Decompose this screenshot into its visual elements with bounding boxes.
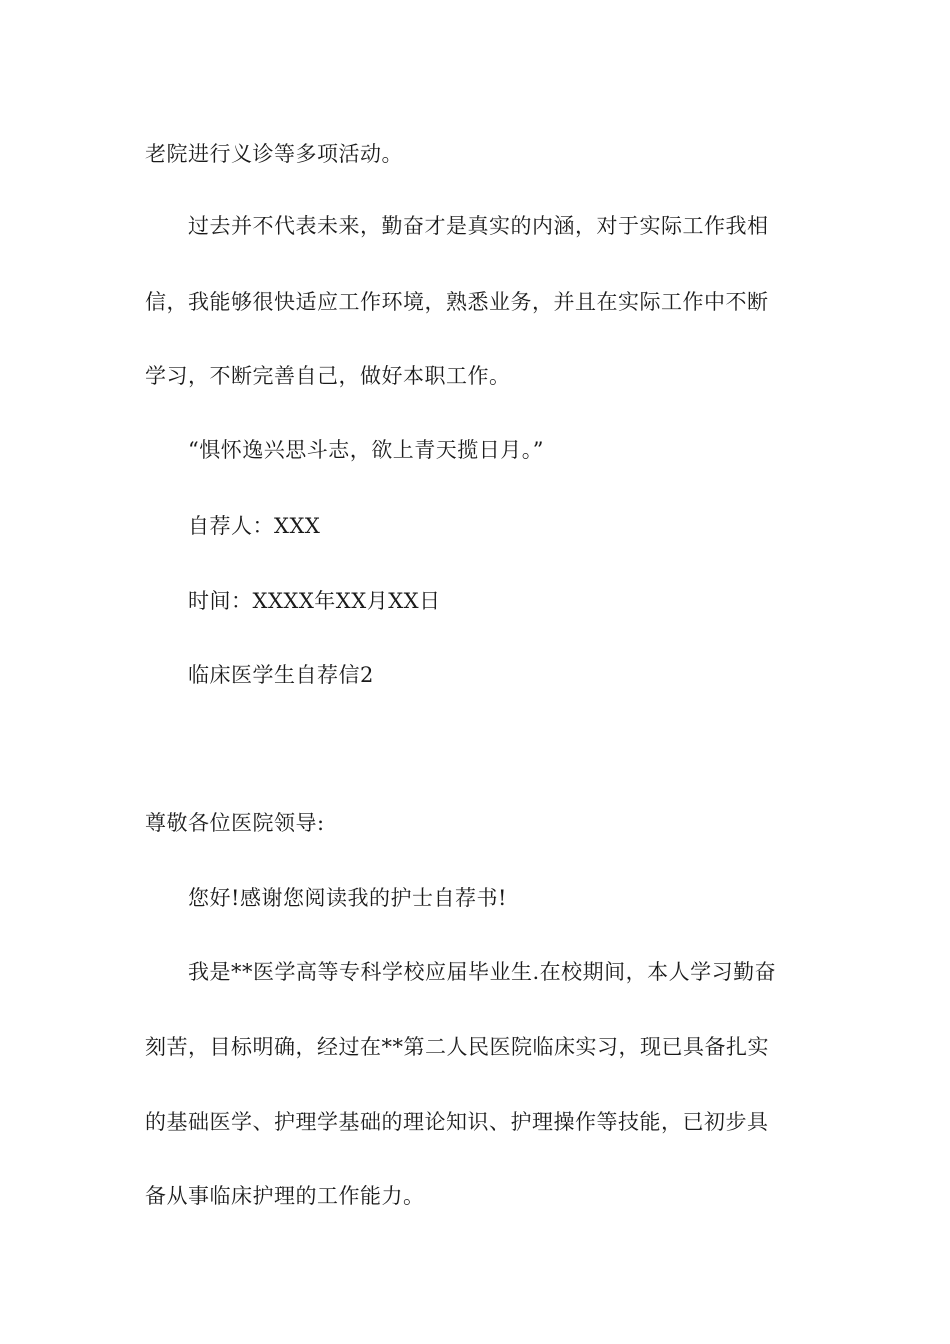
paragraph-line: 信，我能够很快适应工作环境，熟悉业务，并且在实际工作中不断 <box>145 290 769 314</box>
salutation: 尊敬各位医院领导: <box>145 811 325 835</box>
paragraph-line: 备从事临床护理的工作能力。 <box>145 1184 425 1208</box>
date-line: 时间：XXXX年XX月XX日 <box>188 589 441 613</box>
paragraph-line: 学习，不断完善自己，做好本职工作。 <box>145 364 511 388</box>
paragraph-line: 过去并不代表未来，勤奋才是真实的内涵，对于实际工作我相 <box>188 214 769 238</box>
paragraph-line: 我是**医学高等专科学校应届毕业生.在校期间，本人学习勤奋 <box>188 960 777 984</box>
paragraph-line: 的基础医学、护理学基础的理论知识、护理操作等技能，已初步具 <box>145 1110 769 1134</box>
quote-line: “惧怀逸兴思斗志，欲上青天揽日月。” <box>188 438 544 462</box>
section-title: 临床医学生自荐信2 <box>188 663 374 687</box>
signature-line: 自荐人：XXX <box>188 514 321 538</box>
greeting-line: 您好!感谢您阅读我的护士自荐书! <box>188 886 507 910</box>
paragraph-line: 刻苦，目标明确，经过在**第二人民医院临床实习，现已具备扎实 <box>145 1035 769 1059</box>
paragraph-line: 老院进行义诊等多项活动。 <box>145 142 403 166</box>
